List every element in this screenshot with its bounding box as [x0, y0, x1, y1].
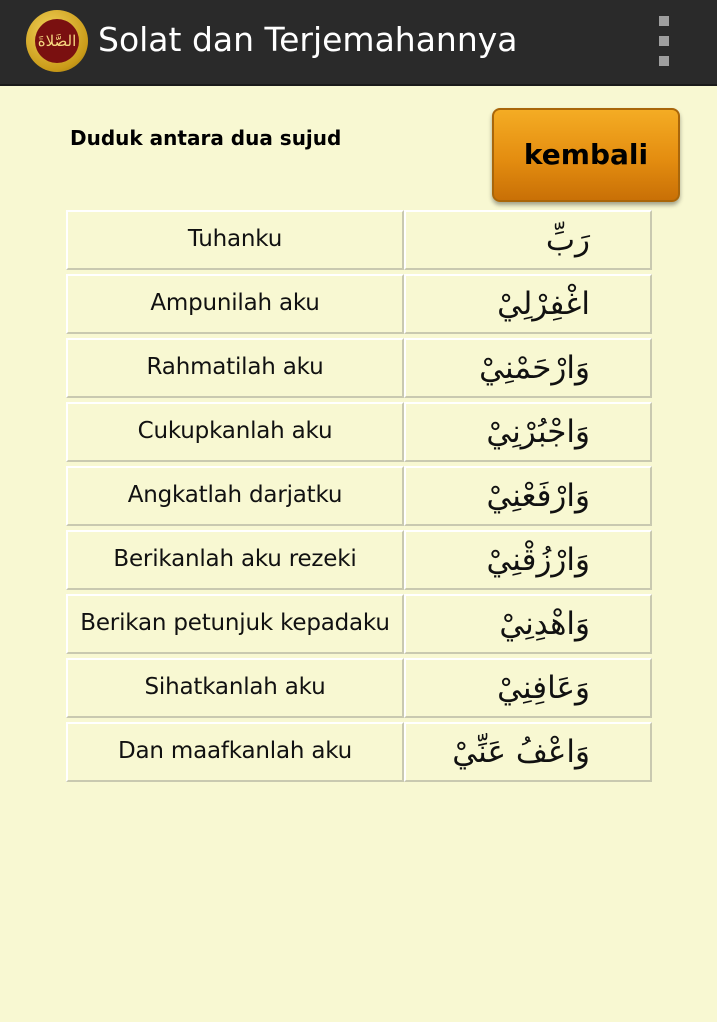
meaning-cell	[66, 658, 404, 718]
arabic-cell	[404, 466, 652, 526]
table-row	[66, 338, 652, 402]
arabic-cell	[404, 658, 652, 718]
arabic-cell	[404, 530, 652, 590]
meaning-text: Dan maafkanlah aku	[117, 738, 353, 764]
meaning-text: Rahmatilah aku	[146, 354, 324, 380]
app-title: Solat dan Terjemahannya	[98, 20, 518, 59]
menu-dot	[659, 56, 669, 66]
arabic-text: وَارْزُقْنِيْ	[486, 542, 590, 578]
arabic-cell	[404, 594, 652, 654]
arabic-cell	[404, 274, 652, 334]
arabic-text: وَارْفَعْنِيْ	[486, 478, 590, 514]
meaning-text: Ampunilah aku	[150, 290, 320, 316]
table-row	[66, 722, 652, 786]
table-row	[66, 466, 652, 530]
app-logo-text: الصَّلاةَ	[35, 19, 79, 63]
table-row	[66, 402, 652, 466]
page-title: Duduk antara dua sujud	[70, 126, 342, 150]
meaning-cell	[66, 594, 404, 654]
meaning-text: Berikanlah aku rezeki	[113, 546, 357, 572]
meaning-cell	[66, 210, 404, 270]
arabic-cell	[404, 722, 652, 782]
arabic-text: وَاعْفُ عَنِّيْ	[452, 734, 590, 770]
table-row	[66, 274, 652, 338]
meaning-text: Angkatlah darjatku	[127, 482, 343, 508]
table-row	[66, 658, 652, 722]
arabic-text: اغْفِرْلِيْ	[497, 286, 590, 322]
translation-table	[66, 210, 652, 786]
meaning-cell	[66, 274, 404, 334]
arabic-text: وَعَافِنِيْ	[497, 670, 590, 706]
meaning-cell	[66, 722, 404, 782]
menu-dot	[659, 16, 669, 26]
arabic-cell	[404, 338, 652, 398]
app-logo-icon[interactable]	[26, 10, 88, 72]
table-row	[66, 530, 652, 594]
action-bar	[0, 0, 717, 86]
back-button[interactable]: kembali	[492, 108, 680, 202]
meaning-text: Sihatkanlah aku	[144, 674, 326, 700]
arabic-cell	[404, 210, 652, 270]
meaning-cell	[66, 466, 404, 526]
arabic-text: وَاهْدِنِيْ	[499, 606, 590, 642]
meaning-cell	[66, 338, 404, 398]
menu-dot	[659, 36, 669, 46]
table-row	[66, 594, 652, 658]
table-row	[66, 210, 652, 274]
overflow-menu-icon[interactable]	[650, 16, 678, 66]
arabic-text: وَارْحَمْنِيْ	[479, 350, 590, 386]
arabic-text: رَبِّ	[545, 222, 590, 258]
meaning-text: Tuhanku	[187, 226, 283, 252]
meaning-cell	[66, 530, 404, 590]
meaning-text: Berikan petunjuk kepadaku	[80, 610, 390, 636]
meaning-text: Cukupkanlah aku	[137, 418, 333, 444]
meaning-cell	[66, 402, 404, 462]
arabic-text: وَاجْبُرْنِيْ	[486, 414, 590, 450]
arabic-cell	[404, 402, 652, 462]
